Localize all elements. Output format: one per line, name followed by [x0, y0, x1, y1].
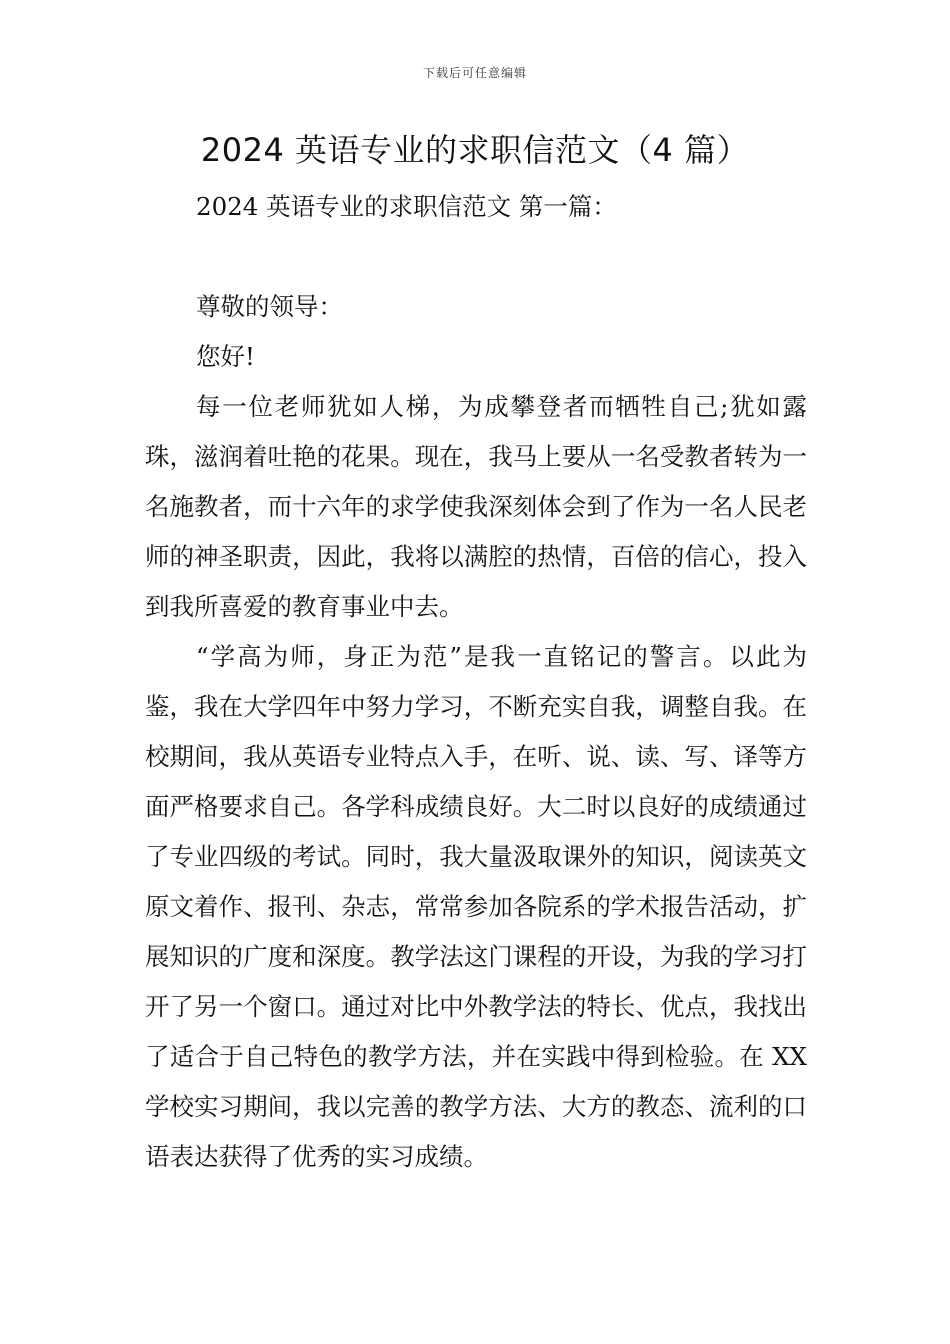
section-heading: 2024 英语专业的求职信范文 第一篇：: [196, 192, 617, 221]
header-note: 下载后可任意编辑: [422, 66, 527, 80]
body-paragraph-1: 每一位老师犹如人梯，为成攀登者而牺牲自己;犹如露珠，滋润着吐艳的花果。现在，我马上要从一名受教者转为一名施教者，而十六年的求学使我深刻体会到了作为一名人民老师的神圣职责，因此，我将以满腔的热情，百倍的信心，投入到我所喜爱的教育事业中去。: [145, 392, 807, 621]
salutation: 尊敬的领导：: [196, 292, 343, 321]
document-title: 2024 英语专业的求职信范文（4 篇）: [200, 131, 750, 169]
body-paragraph-2: “学高为师，身正为范”是我一直铭记的警言。以此为鉴，我在大学四年中努力学习，不断充实自我，调整自我。在校期间，我从英语专业特点入手，在听、说、读、写、译等方面严格要求自己。各学科成绩良好。大二时以良好的成绩通过了专业四级的考试。同时，我大量汲取课外的知识，阅读英文原文着作、报刊、杂志，常常参加各院系的学术报告活动，扩展知识的广度和深度。教学法这门课程的开设，为我的学习打开了另一个窗口。通过对比中外教学法的特长、优点，我找出了适合于自己特色的教学方法，并在实践中得到检验。在 XX 学校实习期间，我以完善的教学方法、大方的教态、流利的口语表达获得了优秀的实习成绩。: [145, 642, 807, 1171]
greeting: 您好!: [196, 342, 255, 371]
document-body: [145, 182, 807, 1182]
